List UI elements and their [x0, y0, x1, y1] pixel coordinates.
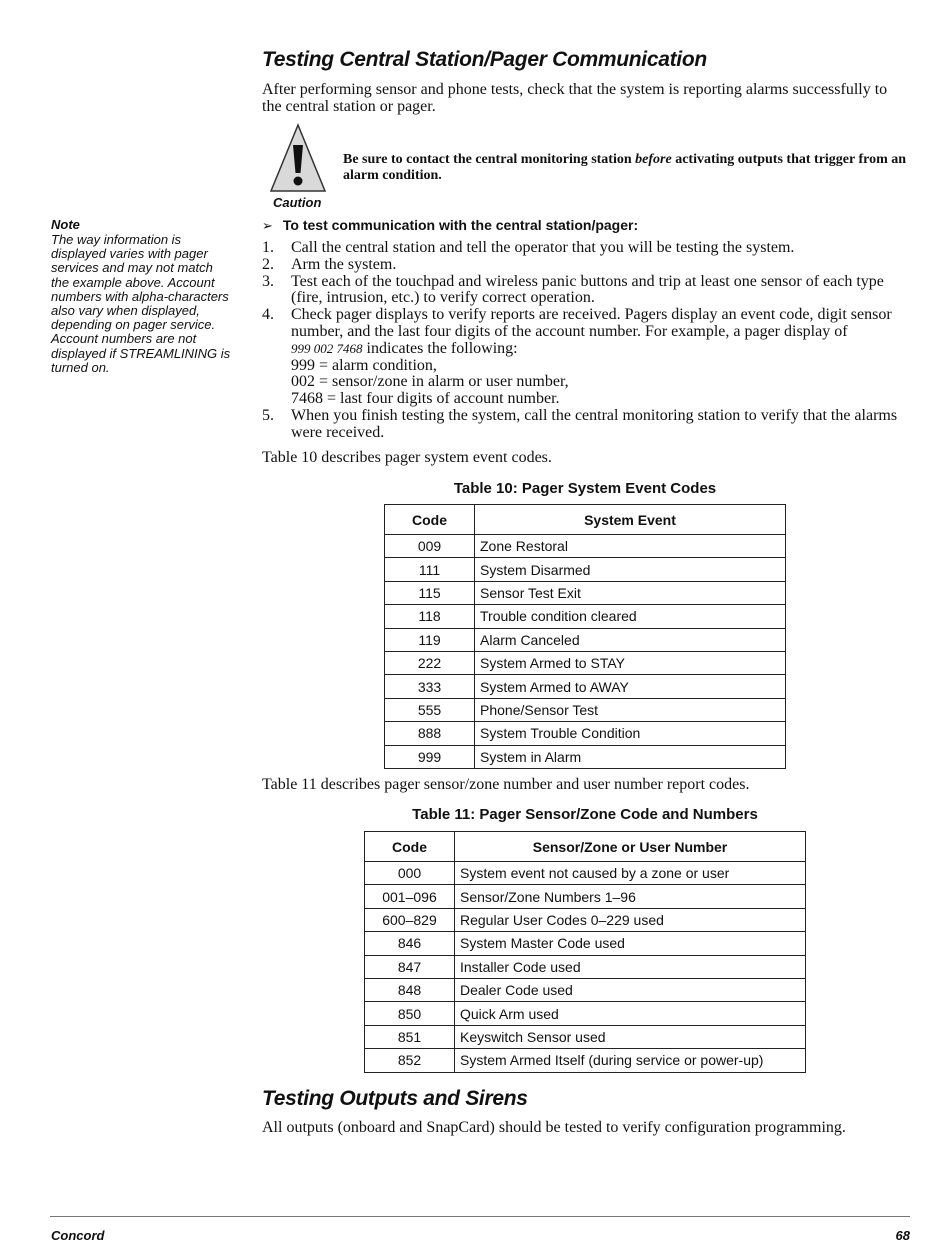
table-row [365, 932, 806, 955]
table-row [385, 605, 786, 628]
table-row [365, 862, 806, 885]
caution-label: Caution [273, 195, 322, 210]
section-title-testing-outputs: Testing Outputs and Sirens [262, 1087, 528, 1110]
code-cell: 848 [365, 978, 455, 1001]
table-row [365, 1049, 806, 1072]
step-number: 3. [262, 272, 274, 290]
code-cell: 847 [365, 955, 455, 978]
description-cell: Keyswitch Sensor used [455, 1025, 806, 1048]
table-row [385, 698, 786, 721]
description-cell: System Armed to STAY [475, 651, 786, 674]
description-cell: System Master Code used [455, 932, 806, 955]
code-cell: 555 [385, 698, 475, 721]
note-heading: Note [51, 217, 80, 232]
table10-intro: Table 10 describes pager system event codes. [262, 449, 552, 466]
pager-zone-codes-table [364, 831, 806, 1073]
table-row [365, 908, 806, 931]
table-row [365, 1002, 806, 1025]
column-header: Code [365, 832, 455, 862]
step-item [262, 257, 910, 274]
code-cell: 000 [365, 862, 455, 885]
table-row [365, 885, 806, 908]
table-row [385, 628, 786, 651]
table11-intro: Table 11 describes pager sensor/zone number and user number report codes. [262, 776, 750, 793]
description-cell: Installer Code used [455, 955, 806, 978]
code-cell: 999 [385, 745, 475, 768]
step-text: Call the central station and tell the operator that you will be testing the system. [291, 239, 795, 256]
example-suffix: indicates the following: [362, 339, 518, 357]
column-header: Code [385, 505, 475, 535]
step-item [262, 240, 910, 257]
outputs-paragraph: All outputs (onboard and SnapCard) should be tested to verify configuration programming. [262, 1119, 846, 1136]
step-item [262, 274, 910, 308]
table-row [385, 581, 786, 604]
footer-product-name: Concord [51, 1228, 105, 1243]
description-cell: Phone/Sensor Test [475, 698, 786, 721]
procedure-heading-text: To test communication with the central station/pager: [282, 217, 639, 233]
table-row [385, 675, 786, 698]
table-row [385, 558, 786, 581]
step-text: Test each of the touchpad and wireless panic buttons and trip at least one sensor of each type (fire, intrusion, etc.) to verify correct operation. [291, 272, 884, 307]
step-number: 2. [262, 255, 274, 273]
arrow-bullet-icon: ➢ [262, 219, 273, 234]
table-row [365, 1025, 806, 1048]
caution-text-start: Be sure to contact the central monitoring station [343, 152, 636, 167]
description-cell: Sensor Test Exit [475, 581, 786, 604]
table-body [365, 862, 806, 1073]
step-number: 1. [262, 239, 274, 256]
description-cell: Trouble condition cleared [475, 605, 786, 628]
step-number: 5. [262, 406, 274, 424]
step-text: Check pager displays to verify reports are received. Pagers display an event code, digit sensor number, and the last four digits of the account number. For example, a pager display of [291, 306, 892, 340]
code-cell: 111 [385, 558, 475, 581]
table-header-row [365, 832, 806, 862]
code-cell: 851 [365, 1025, 455, 1048]
step-item [262, 408, 910, 442]
code-cell: 600–829 [365, 908, 455, 931]
page-number: 68 [895, 1228, 910, 1243]
description-cell: Quick Arm used [455, 1002, 806, 1025]
description-cell: Alarm Canceled [475, 628, 786, 651]
pager-event-codes-table [384, 504, 786, 769]
description-cell: Zone Restoral [475, 535, 786, 558]
description-cell: Dealer Code used [455, 978, 806, 1001]
code-cell: 222 [385, 651, 475, 674]
table-row [385, 722, 786, 745]
section-title-testing-communication: Testing Central Station/Pager Communication [262, 48, 707, 71]
code-cell: 850 [365, 1002, 455, 1025]
description-cell: Sensor/Zone Numbers 1–96 [455, 885, 806, 908]
code-cell: 115 [385, 581, 475, 604]
exclamation-triangle-icon [268, 123, 328, 195]
table-row [385, 745, 786, 768]
caution-text [343, 152, 909, 184]
description-cell: System event not caused by a zone or user [455, 862, 806, 885]
description-cell: Regular User Codes 0–229 used [455, 908, 806, 931]
step-number: 4. [262, 306, 274, 324]
code-cell: 118 [385, 605, 475, 628]
code-cell: 888 [385, 722, 475, 745]
table10-caption: Table 10: Pager System Event Codes [453, 480, 717, 497]
table-row [385, 535, 786, 558]
footer-divider [50, 1216, 910, 1217]
code-cell: 846 [365, 932, 455, 955]
table11-caption: Table 11: Pager Sensor/Zone Code and Numbers [412, 806, 758, 823]
code-cell: 001–096 [365, 885, 455, 908]
step-text: Arm the system. [291, 255, 397, 273]
column-header: Sensor/Zone or User Number [455, 832, 806, 862]
pager-display-example: 999 002 7468 [291, 340, 363, 356]
step-text: When you finish testing the system, call the central monitoring station to verify that the alarms were received. [291, 406, 898, 441]
column-header: System Event [475, 505, 786, 535]
intro-paragraph: After performing sensor and phone tests, check that the system is reporting alarms successfully to the central station or pager. [262, 81, 888, 115]
code-cell: 119 [385, 628, 475, 651]
example-line: 7468 = last four digits of account number. [291, 390, 560, 408]
step-item [262, 307, 910, 408]
table-header-row [385, 505, 786, 535]
caution-text-end: activating outputs that trigger from an alarm condition. [343, 152, 907, 183]
example-line: 002 = sensor/zone in alarm or user number, [291, 373, 569, 391]
code-cell: 852 [365, 1049, 455, 1072]
description-cell: System in Alarm [475, 745, 786, 768]
code-cell: 009 [385, 535, 475, 558]
description-cell: System Trouble Condition [475, 722, 786, 745]
note-body: The way information is displayed varies with pager services and may not match the example above. Account numbers with alpha-characters also vary when displayed, depending on pager service. Account numbers are not displayed if STREAMLINING is turned on. [51, 232, 231, 375]
table-body [385, 535, 786, 769]
procedure-steps [262, 240, 910, 442]
example-line: 999 = alarm condition, [291, 356, 437, 374]
table-row [365, 978, 806, 1001]
description-cell: System Armed to AWAY [475, 675, 786, 698]
procedure-heading [262, 217, 638, 235]
code-cell: 333 [385, 675, 475, 698]
caution-emphasis: before [635, 152, 672, 167]
table-row [385, 651, 786, 674]
table-row [365, 955, 806, 978]
description-cell: System Armed Itself (during service or power-up) [455, 1049, 806, 1072]
description-cell: System Disarmed [475, 558, 786, 581]
